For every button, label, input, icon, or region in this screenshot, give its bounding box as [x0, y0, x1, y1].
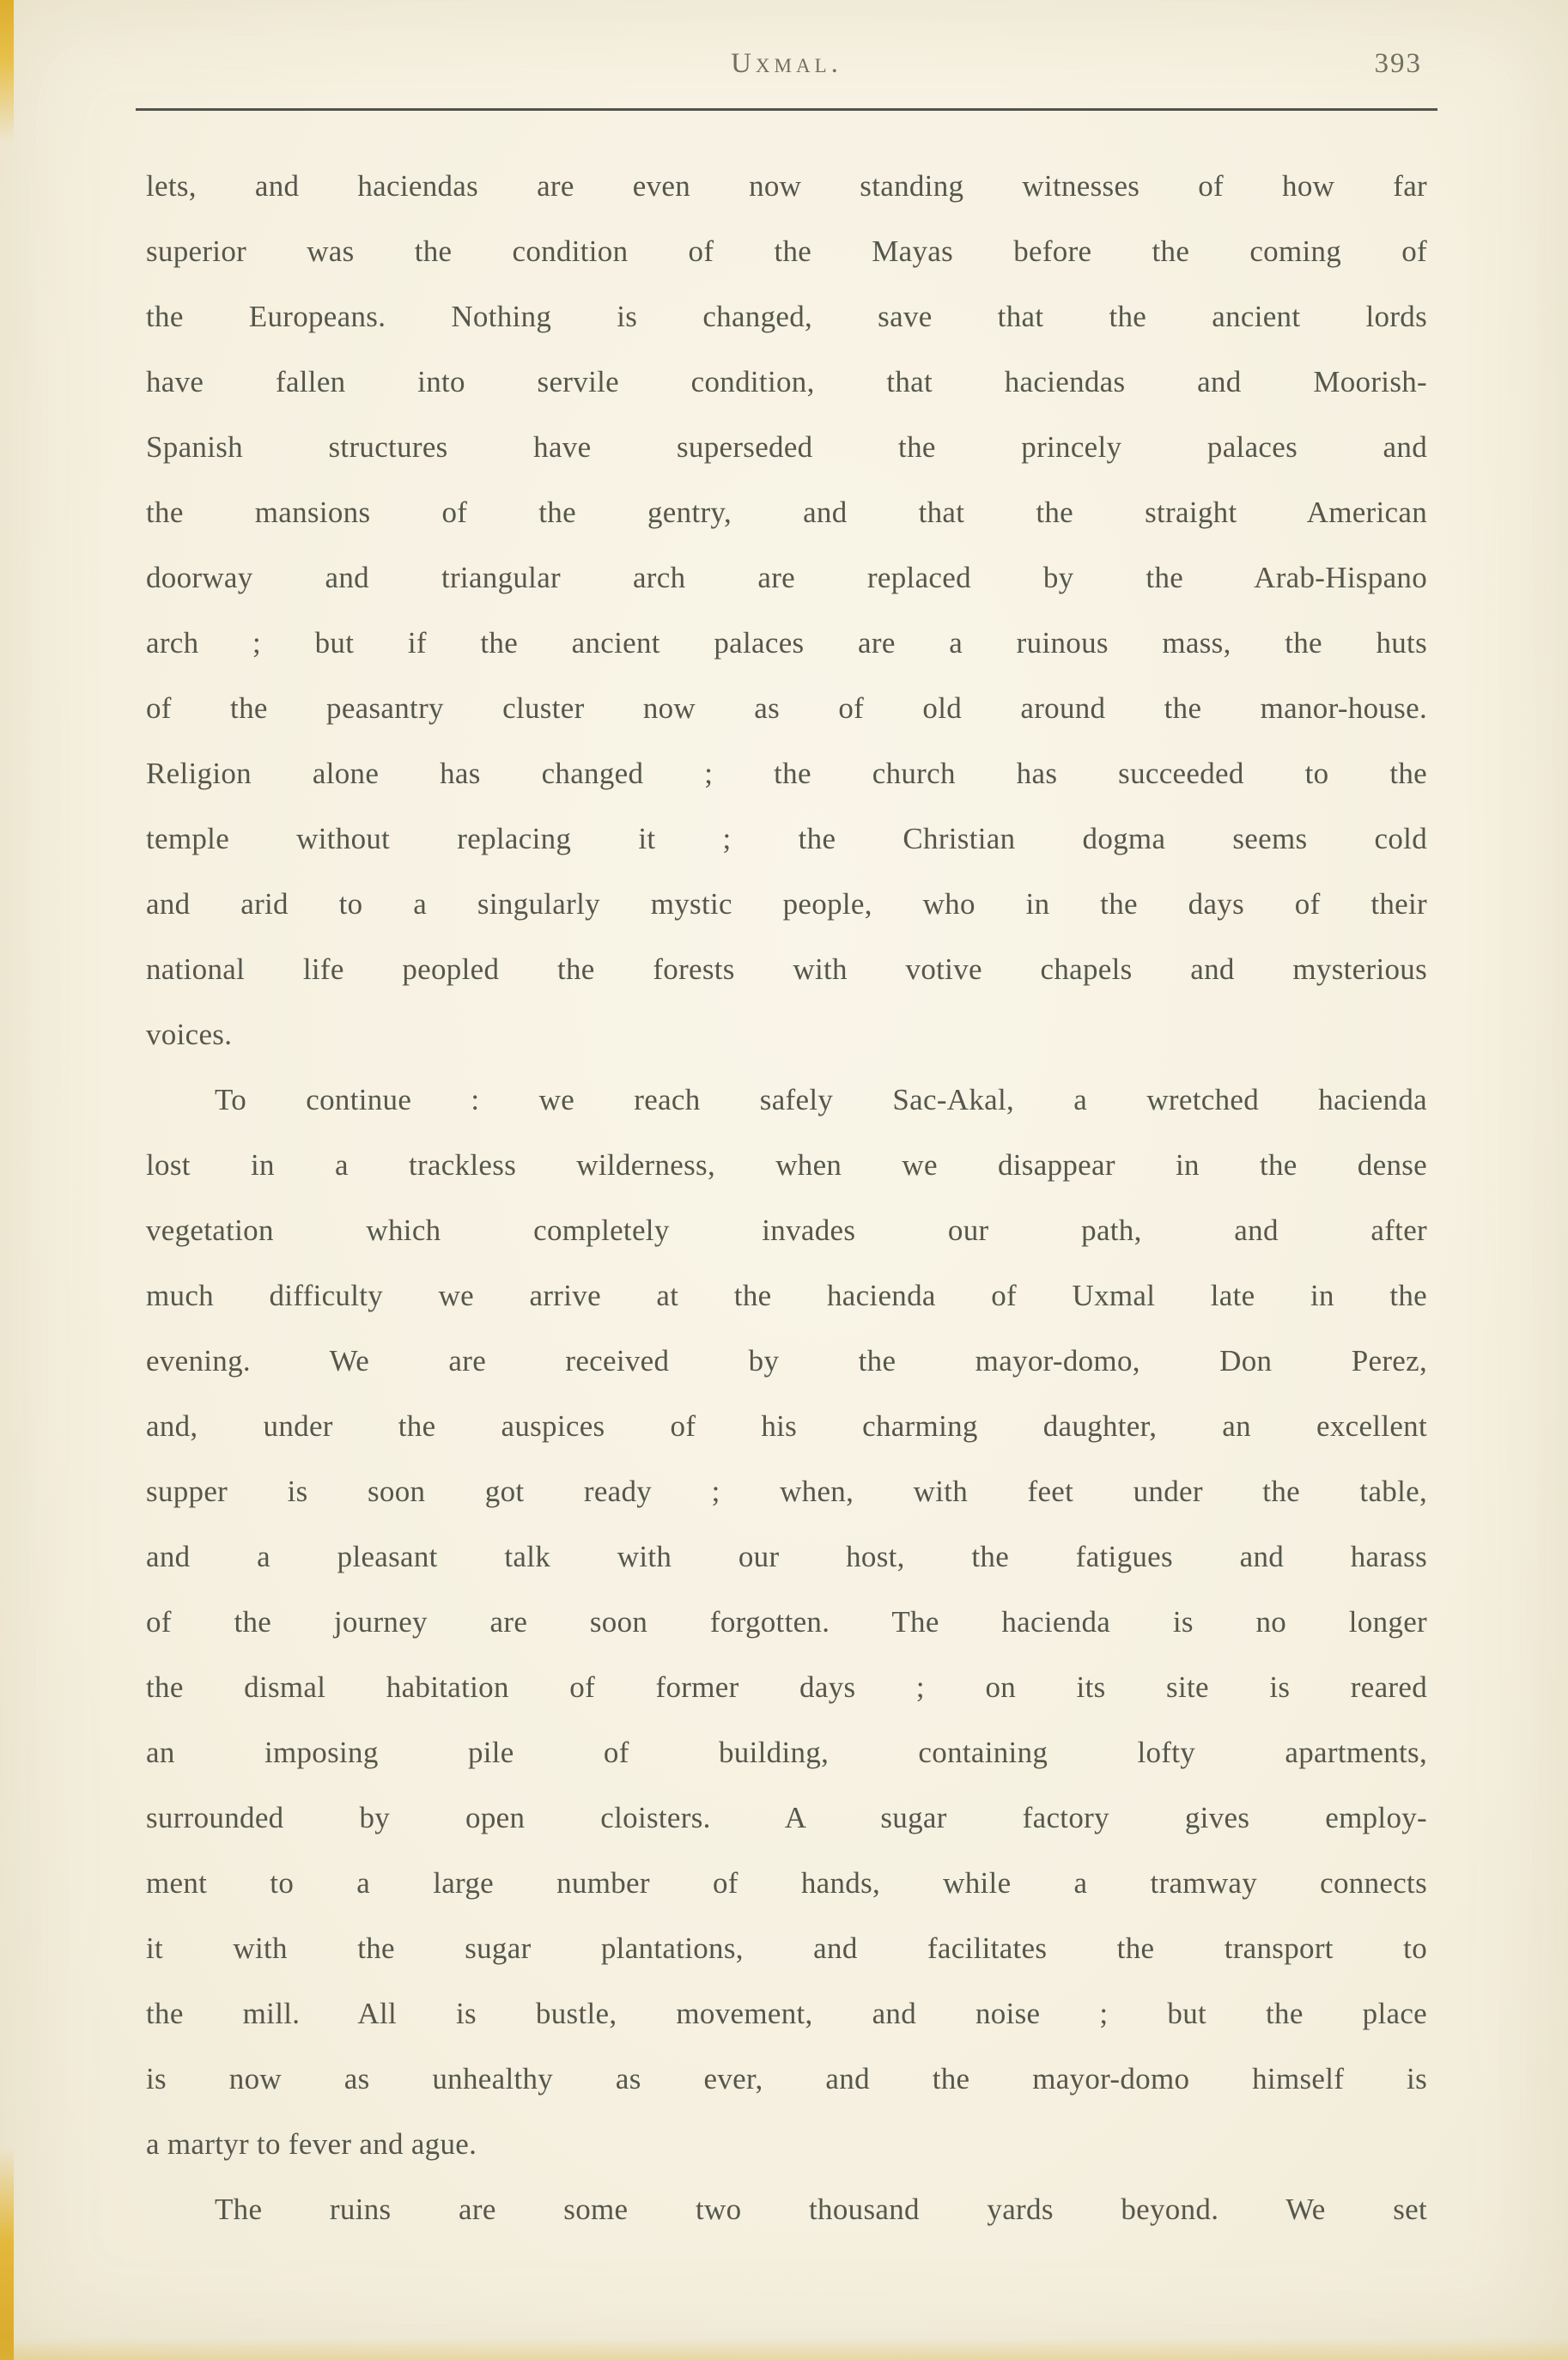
text-line: Religion alone has changed ; the church has succeeded to the — [146, 757, 1427, 790]
text-line: ment to a large number of hands, while a tramway connects — [146, 1866, 1427, 1900]
page-header — [146, 48, 1427, 86]
text-line: lets, and haciendas are even now standing witnesses of how far — [146, 169, 1427, 203]
text-line: the mansions of the gentry, and that the straight American — [146, 496, 1427, 529]
running-title: Uxmal. — [731, 48, 842, 79]
text-line: temple without replacing it ; the Christian dogma seems cold — [146, 822, 1427, 855]
text-line: superior was the condition of the Mayas before the coming of — [146, 234, 1427, 268]
text-line: the dismal habitation of former days ; on its site is reared — [146, 1670, 1427, 1704]
page-bottom-tint — [0, 2338, 1568, 2360]
text-line: of the journey are soon forgotten. The hacienda is no longer — [146, 1605, 1427, 1639]
text-line: have fallen into servile condition, that haciendas and Moorish- — [146, 365, 1427, 398]
text-line: evening. We are received by the mayor-domo, Don Perez, — [146, 1344, 1427, 1378]
paragraph — [146, 2177, 1427, 2242]
text-line: vegetation which completely invades our path, and after — [146, 1213, 1427, 1247]
text-line: national life peopled the forests with votive chapels and mysterious — [146, 952, 1427, 986]
text-line: and arid to a singularly mystic people, who in the days of their — [146, 887, 1427, 921]
text-line: and, under the auspices of his charming daughter, an excellent — [146, 1409, 1427, 1443]
text-line: surrounded by open cloisters. A sugar factory gives employ- — [146, 1801, 1427, 1834]
text-line: The ruins are some two thousand yards beyond. We set — [215, 2193, 1427, 2226]
text-line: is now as unhealthy as ever, and the mayor-domo himself is — [146, 2062, 1427, 2095]
paragraph — [146, 1067, 1427, 2177]
text-line: doorway and triangular arch are replaced by the Arab-Hispano — [146, 561, 1427, 594]
header-rule — [136, 108, 1437, 111]
text-line: the Europeans. Nothing is changed, save that the ancient lords — [146, 300, 1427, 333]
page-inner — [0, 48, 1568, 2242]
text-line: voices. — [146, 1018, 233, 1051]
text-line: much difficulty we arrive at the hacienda of Uxmal late in the — [146, 1279, 1427, 1312]
text-line: supper is soon got ready ; when, with feet under the table, — [146, 1475, 1427, 1508]
text-line: a martyr to fever and ague. — [146, 2127, 477, 2161]
text-line: the mill. All is bustle, movement, and noise ; but the place — [146, 1997, 1427, 2030]
text-line: lost in a trackless wilderness, when we disappear in the dense — [146, 1148, 1427, 1182]
text-line: arch ; but if the ancient palaces are a ruinous mass, the huts — [146, 626, 1427, 660]
text-line: it with the sugar plantations, and facilitates the transport to — [146, 1931, 1427, 1965]
text-line: To continue : we reach safely Sac-Akal, a wretched hacienda — [215, 1083, 1427, 1116]
text-line: Spanish structures have superseded the princely palaces and — [146, 430, 1427, 464]
paragraph — [146, 154, 1427, 1067]
text-line: an imposing pile of building, containing lofty apartments, — [146, 1736, 1427, 1769]
page-body — [146, 154, 1427, 2242]
text-line: and a pleasant talk with our host, the fatigues and harass — [146, 1540, 1427, 1573]
text-line: of the peasantry cluster now as of old around the manor-house. — [146, 691, 1427, 725]
page-number: 393 — [1374, 48, 1422, 79]
